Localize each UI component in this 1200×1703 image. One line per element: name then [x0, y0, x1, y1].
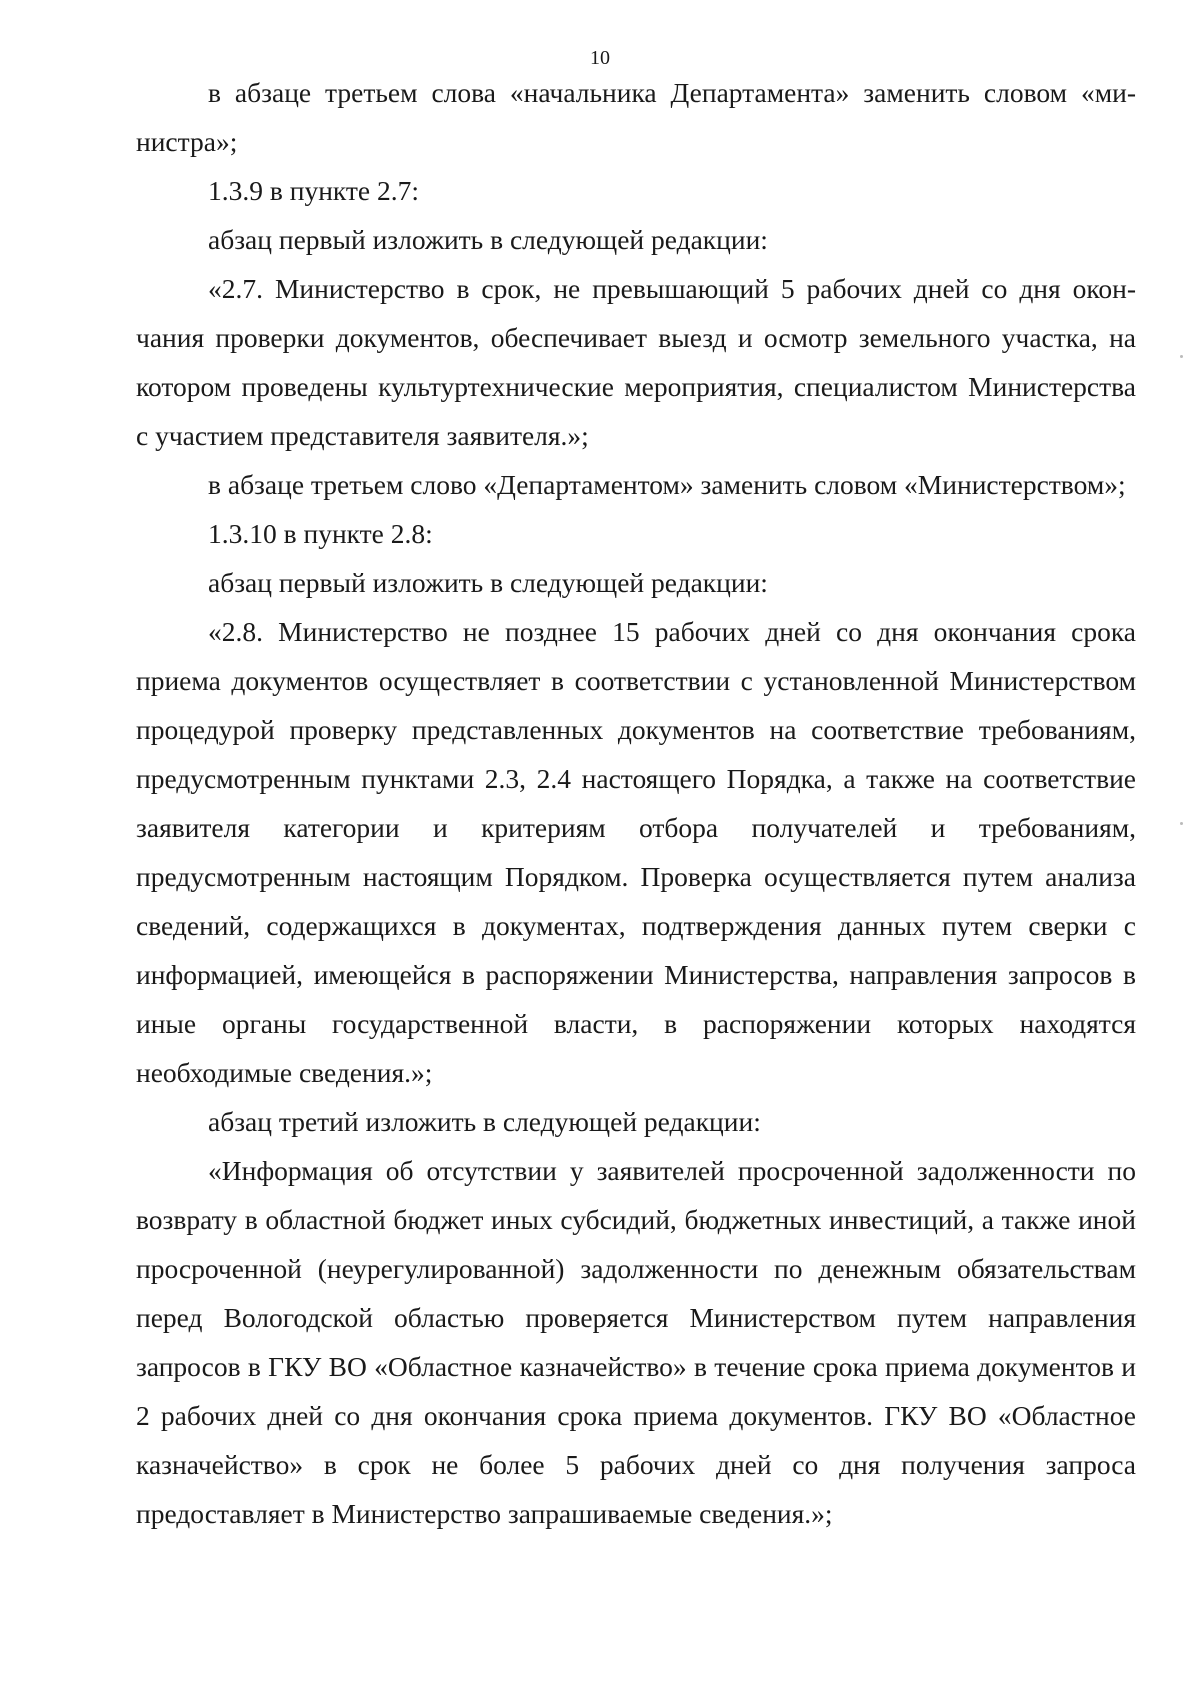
paragraph-4: «2.7. Министерство в срок, не превышающий 5 рабочих дней со дня окончания проверки документов, обеспечивает выезд и осмотр земельного участка, на котором проведены культуртехнические мероприятия, специалистом Министерства с участием представителя заявителя.»;: [136, 273, 1136, 451]
paragraph-2: 1.3.9 в пункте 2.7:: [208, 175, 420, 206]
page-number: 10: [590, 47, 610, 69]
paragraph-3: абзац первый изложить в следующей редакции:: [208, 224, 768, 255]
document-body: [136, 68, 1136, 1538]
paragraph-9: абзац третий изложить в следующей редакции:: [208, 1106, 761, 1137]
paragraph-6: 1.3.10 в пункте 2.8:: [208, 518, 433, 549]
scan-speck: [1180, 822, 1183, 825]
scan-speck: [1180, 355, 1183, 358]
paragraph-10: «Информация об отсутствии у заявителей просроченной задолженности по возврату в областной бюджет иных субсидий, бюджетных инвестиций, а также иной просроченной (неурегулированной) задолженности по денежным обязательствам перед Вологодской областью проверяется Министерством путем направления запросов в ГКУ ВО «Областное казначейство» в течение срока приема документов и 2 рабочих дней со дня окончания срока приема документов. ГКУ ВО «Областное казначейство» в срок не более 5 рабочих дней со дня получения запроса предоставляет в Министерство запрашиваемые сведения.»;: [136, 1155, 1136, 1529]
paragraph-7: абзац первый изложить в следующей редакции:: [208, 567, 768, 598]
paragraph-8: «2.8. Министерство не позднее 15 рабочих дней со дня окончания срока приема документов осуществляет в соответствии с установленной Министерством процедурой проверку представленных документов на соответствие требованиям, предусмотренным пунктами 2.3, 2.4 настоящего Порядка, а также на соответствие заявителя категории и критериям отбора получателей и требованиям, предусмотренным настоящим Порядком. Проверка осуществляется путем анализа сведений, содержащихся в документах, подтверждения данных путем сверки с информацией, имеющейся в распоряжении Министерства, направления запросов в иные органы государственной власти, в распоряжении которых находятся необходимые сведения.»;: [136, 616, 1136, 1088]
paragraph-5: в абзаце третьем слово «Департаментом» заменить словом «Министерством»;: [208, 469, 1126, 500]
paragraph-1: в абзаце третьем слова «начальника Департамента» заменить словом «министра»;: [136, 77, 1136, 157]
